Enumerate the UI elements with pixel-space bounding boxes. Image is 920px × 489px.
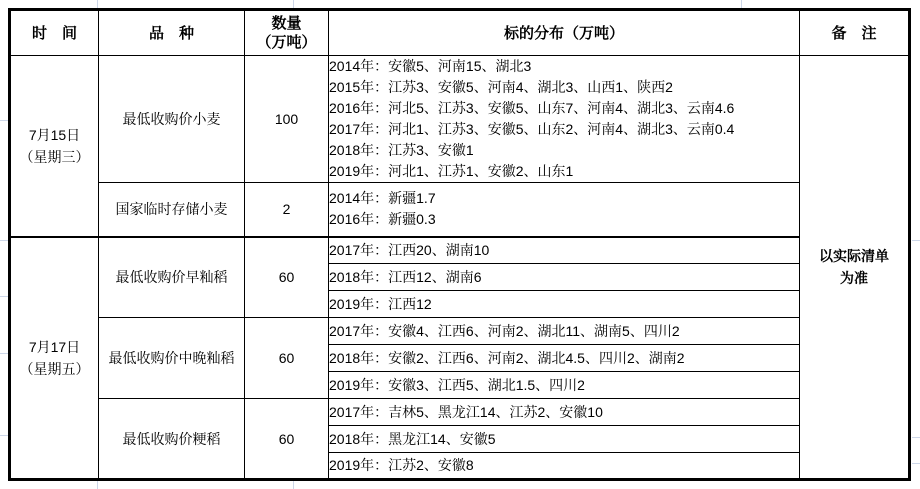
time-weekday: （星期三） xyxy=(19,148,90,165)
excel-gridline xyxy=(0,353,8,354)
distribution-line: 2018年：安徽2、江西6、河南2、湖北4.5、四川2、湖南2 xyxy=(329,349,685,366)
distribution-line: 2017年：河北1、江苏3、安徽5、山东2、河南4、湖北3、云南0.4 xyxy=(329,121,735,137)
distribution-line: 2015年：江苏3、安徽5、河南4、湖北3、山西1、陕西2 xyxy=(329,79,673,95)
distribution-line: 2016年：新疆0.3 xyxy=(329,211,436,228)
distribution-cell xyxy=(329,372,800,399)
time-cell-jul15 xyxy=(10,56,99,237)
excel-gridline xyxy=(97,481,98,489)
col-header-quantity xyxy=(245,10,329,56)
distribution-line: 2018年：江苏3、安徽1 xyxy=(329,142,474,158)
distribution-line: 2018年：黑龙江14、安徽5 xyxy=(329,430,496,447)
grain-auction-table xyxy=(8,8,911,481)
quantity-cell-midlate-rice: 60 xyxy=(245,318,329,399)
distribution-cell xyxy=(329,426,800,453)
distribution-cell xyxy=(329,237,800,264)
table-row xyxy=(10,56,910,183)
distribution-line: 2014年：安徽5、河南15、湖北3 xyxy=(329,58,532,74)
distribution-cell xyxy=(329,318,800,345)
time-date: 7月15日 xyxy=(28,126,81,143)
excel-gridline xyxy=(0,435,8,436)
excel-gridline xyxy=(0,240,8,241)
excel-gridline xyxy=(97,0,98,8)
distribution-line: 2016年：河北5、江苏3、安徽5、山东7、河南4、湖北3、云南4.6 xyxy=(329,100,735,116)
col-header-time: 时 间 xyxy=(10,10,99,56)
table-row xyxy=(10,318,910,345)
table-row xyxy=(10,183,910,237)
distribution-cell xyxy=(329,264,800,291)
variety-cell-wheat-temp: 国家临时存储小麦 xyxy=(99,183,245,237)
distribution-cell xyxy=(329,399,800,426)
distribution-line: 2017年：吉林5、黑龙江14、江苏2、安徽10 xyxy=(329,403,603,420)
col-header-variety: 品 种 xyxy=(99,10,245,56)
excel-gridline xyxy=(0,296,8,297)
remark-line2: 为准 xyxy=(840,270,868,286)
quantity-cell-japonica-rice: 60 xyxy=(245,399,329,480)
distribution-line: 2019年：河北1、江苏1、安徽2、山东1 xyxy=(329,163,574,179)
variety-cell-wheat-min: 最低收购价小麦 xyxy=(99,56,245,183)
excel-gridline xyxy=(912,240,920,241)
distribution-line: 2017年：安徽4、江西6、河南2、湖北11、湖南5、四川2 xyxy=(329,322,680,339)
distribution-line: 2019年：江苏2、安徽8 xyxy=(329,457,474,473)
variety-cell-japonica-rice: 最低收购价粳稻 xyxy=(99,399,245,480)
distribution-line: 2017年：江西20、湖南10 xyxy=(329,241,490,258)
table-row xyxy=(10,399,910,426)
excel-gridline xyxy=(912,463,920,464)
col-header-quantity-line1: 数量 xyxy=(271,15,302,32)
distribution-cell xyxy=(329,291,800,318)
distribution-line: 2019年：江西12 xyxy=(329,295,432,312)
time-cell-jul17 xyxy=(10,237,99,480)
variety-cell-midlate-rice: 最低收购价中晚籼稻 xyxy=(99,318,245,399)
col-header-remark: 备 注 xyxy=(800,10,910,56)
table-row xyxy=(10,237,910,264)
excel-gridline xyxy=(912,437,920,438)
col-header-distribution: 标的分布（万吨） xyxy=(329,10,800,56)
quantity-cell-wheat-min: 100 xyxy=(245,56,329,183)
col-header-quantity-line2: （万吨） xyxy=(256,34,317,51)
excel-gridline xyxy=(741,0,742,8)
distribution-line: 2014年：新疆1.7 xyxy=(329,190,436,207)
quantity-cell-early-rice: 60 xyxy=(245,237,329,318)
header-row xyxy=(10,10,910,56)
distribution-cell xyxy=(329,345,800,372)
variety-cell-early-rice: 最低收购价早籼稻 xyxy=(99,237,245,318)
quantity-cell-wheat-temp: 2 xyxy=(245,183,329,237)
time-weekday: （星期五） xyxy=(19,360,90,377)
distribution-cell-wheat-min xyxy=(329,56,800,183)
distribution-line: 2019年：安徽3、江西5、湖北1.5、四川2 xyxy=(329,376,585,393)
remark-cell xyxy=(800,56,910,480)
distribution-line: 2018年：江西12、湖南6 xyxy=(329,268,482,285)
excel-gridline xyxy=(0,120,8,121)
distribution-cell-wheat-temp xyxy=(329,183,800,237)
excel-gridline xyxy=(293,0,294,8)
time-date: 7月17日 xyxy=(28,338,81,355)
distribution-cell xyxy=(329,453,800,480)
excel-gridline xyxy=(293,481,294,489)
remark-line1: 以实际清单 xyxy=(819,248,889,264)
